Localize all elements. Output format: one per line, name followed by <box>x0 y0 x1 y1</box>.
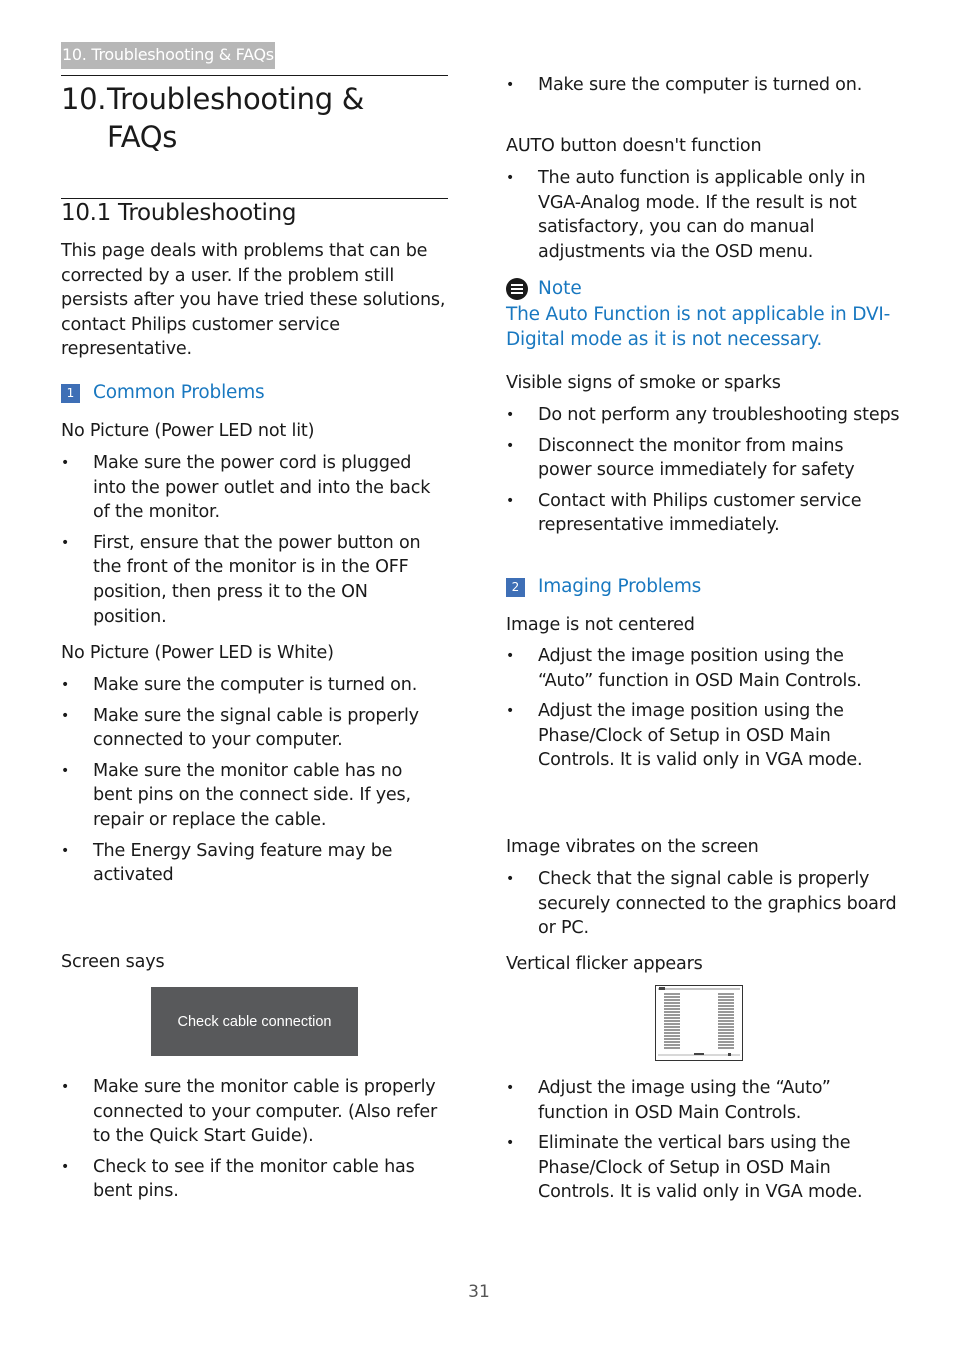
section-number-badge: 2 <box>506 578 525 597</box>
check-cable-message-box: Check cable connection <box>151 987 358 1056</box>
section-title: 10.1 Troubleshooting <box>61 200 297 226</box>
intro-paragraph: This page deals with problems that can be corrected by a user. If the problem still persists after you have tried these solutions, contact Philips customer service representative. <box>61 241 446 360</box>
auto-button-list <box>506 166 901 264</box>
list-item: • Make sure the computer is turned on. <box>506 75 863 95</box>
note-label: Note <box>538 278 582 299</box>
section-number-badge: 1 <box>61 384 80 403</box>
computer-on-list <box>506 73 901 98</box>
screen-says-list <box>61 1075 446 1204</box>
no-picture-white-title: No Picture (Power LED is White) <box>61 643 334 663</box>
list-item: • The auto function is applicable only in VGA-Analog mode. If the result is not satisfactory, you can do manual adjustments via the OSD menu. <box>506 168 866 262</box>
imaging-problems-heading <box>506 575 701 599</box>
list-item: • Do not perform any troubleshooting steps <box>506 405 900 425</box>
list-item: • The Energy Saving feature may be activated <box>61 840 393 886</box>
common-problems-heading <box>61 381 264 405</box>
title-rule <box>61 75 448 76</box>
note-text: The Auto Function is not applicable in DVI-Digital mode as it is not necessary. <box>506 304 891 350</box>
chapter-title-line2: FAQs <box>107 120 178 154</box>
screen-says-title: Screen says <box>61 952 165 972</box>
not-centered-list <box>506 644 901 773</box>
list-item: • Make sure the monitor cable is properly connected to your computer. (Also refer to the Quick Start Guide). <box>61 1077 437 1147</box>
flicker-title: Vertical flicker appears <box>506 954 703 974</box>
common-problems-label: Common Problems <box>93 382 265 403</box>
chapter-number: 10. <box>61 82 107 116</box>
chapter-title <box>61 80 451 156</box>
list-item: • Adjust the image using the “Auto” function in OSD Main Controls. <box>506 1078 831 1123</box>
list-item: • Adjust the image position using the “Auto” function in OSD Main Controls. <box>506 646 862 691</box>
chapter-header-tab: 10. Troubleshooting & FAQs <box>61 42 275 69</box>
list-item: • Check to see if the monitor cable has bent pins. <box>61 1156 415 1202</box>
note-heading <box>506 277 582 301</box>
list-item: • Disconnect the monitor from mains power source immediately for safety <box>506 435 855 481</box>
page-number: 31 <box>468 1282 490 1302</box>
note-icon <box>506 278 528 300</box>
list-item: • First, ensure that the power button on the front of the monitor is in the OFF position, then press it to the ON position. <box>61 532 421 627</box>
list-item: • Make sure the monitor cable has no bent pins on the connect side. If yes, repair or replace the cable. <box>61 760 411 830</box>
list-item: • Eliminate the vertical bars using the Phase/Clock of Setup in OSD Main Controls. It is valid only in VGA mode. <box>506 1133 863 1203</box>
vibrates-list <box>506 867 901 941</box>
list-item: • Make sure the power cord is plugged into the power outlet and into the back of the monitor. <box>61 453 431 523</box>
list-item: • Make sure the computer is turned on. <box>61 675 418 695</box>
chapter-title-line1: Troubleshooting & <box>107 82 365 116</box>
list-item: • Check that the signal cable is properly securely connected to the graphics board or PC. <box>506 869 897 939</box>
flicker-list <box>506 1076 901 1205</box>
list-item: • Contact with Philips customer service representative immediately. <box>506 490 862 536</box>
vibrates-title: Image vibrates on the screen <box>506 837 759 857</box>
smoke-list <box>506 403 901 538</box>
no-picture-not-lit-list <box>61 451 446 629</box>
no-picture-white-list <box>61 673 446 888</box>
no-picture-not-lit-title: No Picture (Power LED not lit) <box>61 421 315 441</box>
auto-button-title: AUTO button doesn't function <box>506 136 762 156</box>
list-item: • Adjust the image position using the Phase/Clock of Setup in OSD Main Controls. It is valid only in VGA mode. <box>506 701 863 771</box>
smoke-title: Visible signs of smoke or sparks <box>506 373 781 393</box>
vertical-flicker-image <box>655 985 743 1061</box>
not-centered-title: Image is not centered <box>506 615 695 635</box>
imaging-problems-label: Imaging Problems <box>538 576 702 597</box>
list-item: • Make sure the signal cable is properly connected to your computer. <box>61 705 419 751</box>
